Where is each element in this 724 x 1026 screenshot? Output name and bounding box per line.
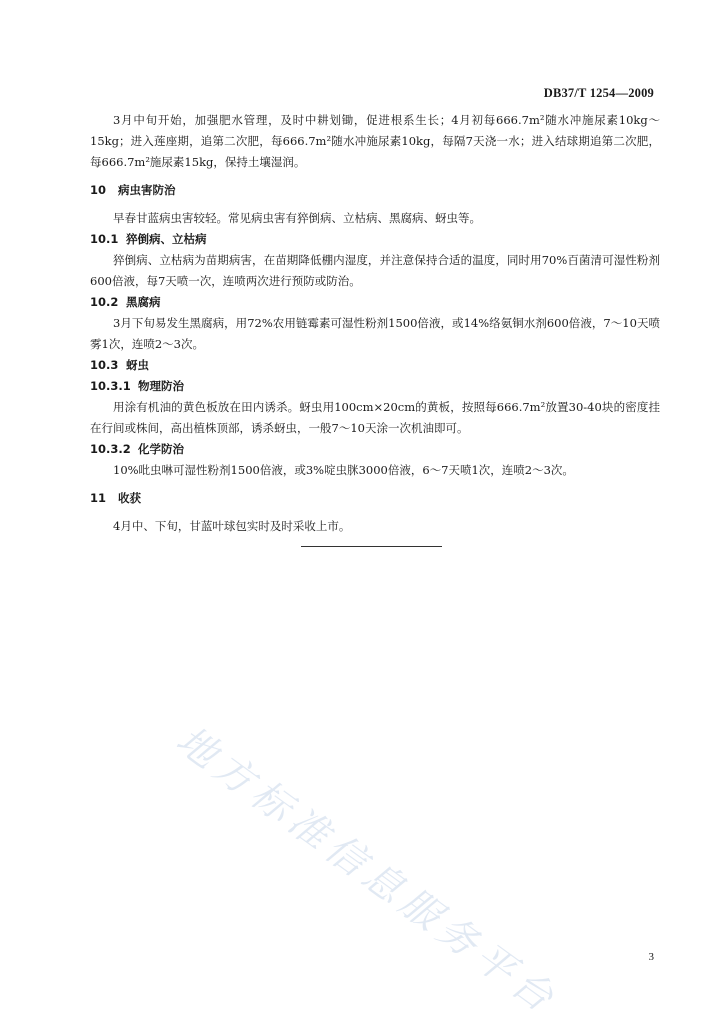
section-heading-10-1 [90, 229, 660, 250]
section-heading-10-2 [90, 292, 660, 313]
section-title: 物理防治 [138, 379, 184, 393]
watermark: 地方标准信息服务平台 [167, 717, 567, 1025]
section-10-3-2-text: 10%吡虫啉可湿性粉剂1500倍液，或3%啶虫脒3000倍液，6～7天喷1次，连喷2～3次。 [113, 463, 574, 477]
section-title: 猝倒病、立枯病 [126, 232, 207, 246]
page-number: 3 [648, 951, 654, 963]
intro-paragraph: 3月中旬开始，加强肥水管理，及时中耕划锄，促进根系生长；4月初每666.7m²随水冲施尿素10kg～15kg；进入莲座期，追第二次肥，每666.7m²随水冲施尿素10kg，每隔7天浇一水；进入结球期追第二次肥，每666.7m²施尿素15kg，保持土壤湿润。 [90, 113, 660, 169]
section-10-1-text: 猝倒病、立枯病为苗期病害，在苗期降低棚内湿度，并注意保持合适的温度，同时用70%百菌清可湿性粉剂600倍液，每7天喷一次，连喷两次进行预防或防治。 [90, 253, 660, 288]
section-10-2-text: 3月下旬易发生黑腐病，用72%农用链霉素可湿性粉剂1500倍液，或14%络氨铜水剂600倍液，7～10天喷雾1次，连喷2～3次。 [90, 316, 660, 351]
section-title: 黑腐病 [126, 295, 161, 309]
section-heading-10-3 [90, 355, 660, 376]
section-title: 收获 [118, 491, 141, 505]
section-heading-11 [90, 488, 660, 509]
section-number: 10.2 [90, 295, 119, 309]
document-code: DB37/T 1254—2009 [543, 86, 654, 100]
section-number: 11 [90, 491, 107, 505]
section-title: 蚜虫 [126, 358, 149, 372]
section-heading-10-3-1 [90, 376, 660, 397]
section-number: 10.3.1 [90, 379, 131, 393]
section-heading-10 [90, 180, 660, 201]
section-number: 10.3.2 [90, 442, 131, 456]
section-title: 病虫害防治 [118, 183, 176, 197]
section-11-text: 4月中、下旬，甘蓝叶球包实时及时采收上市。 [113, 519, 351, 533]
section-10-3-1-text: 用涂有机油的黄色板放在田内诱杀。蚜虫用100cm×20cm的黄板，按照每666.7m²放置30-40块的密度挂在行间或株间，高出植株顶部，诱杀蚜虫，一般7～10天涂一次机油即可。 [90, 400, 660, 435]
document-body [90, 110, 660, 537]
section-title: 化学防治 [138, 442, 184, 456]
section-heading-10-3-2 [90, 439, 660, 460]
end-of-document-rule [301, 546, 442, 547]
section-number: 10.3 [90, 358, 119, 372]
section-number: 10 [90, 183, 107, 197]
section-10-text: 早春甘蓝病虫害较轻。常见病虫害有猝倒病、立枯病、黑腐病、蚜虫等。 [113, 211, 481, 225]
section-number: 10.1 [90, 232, 119, 246]
